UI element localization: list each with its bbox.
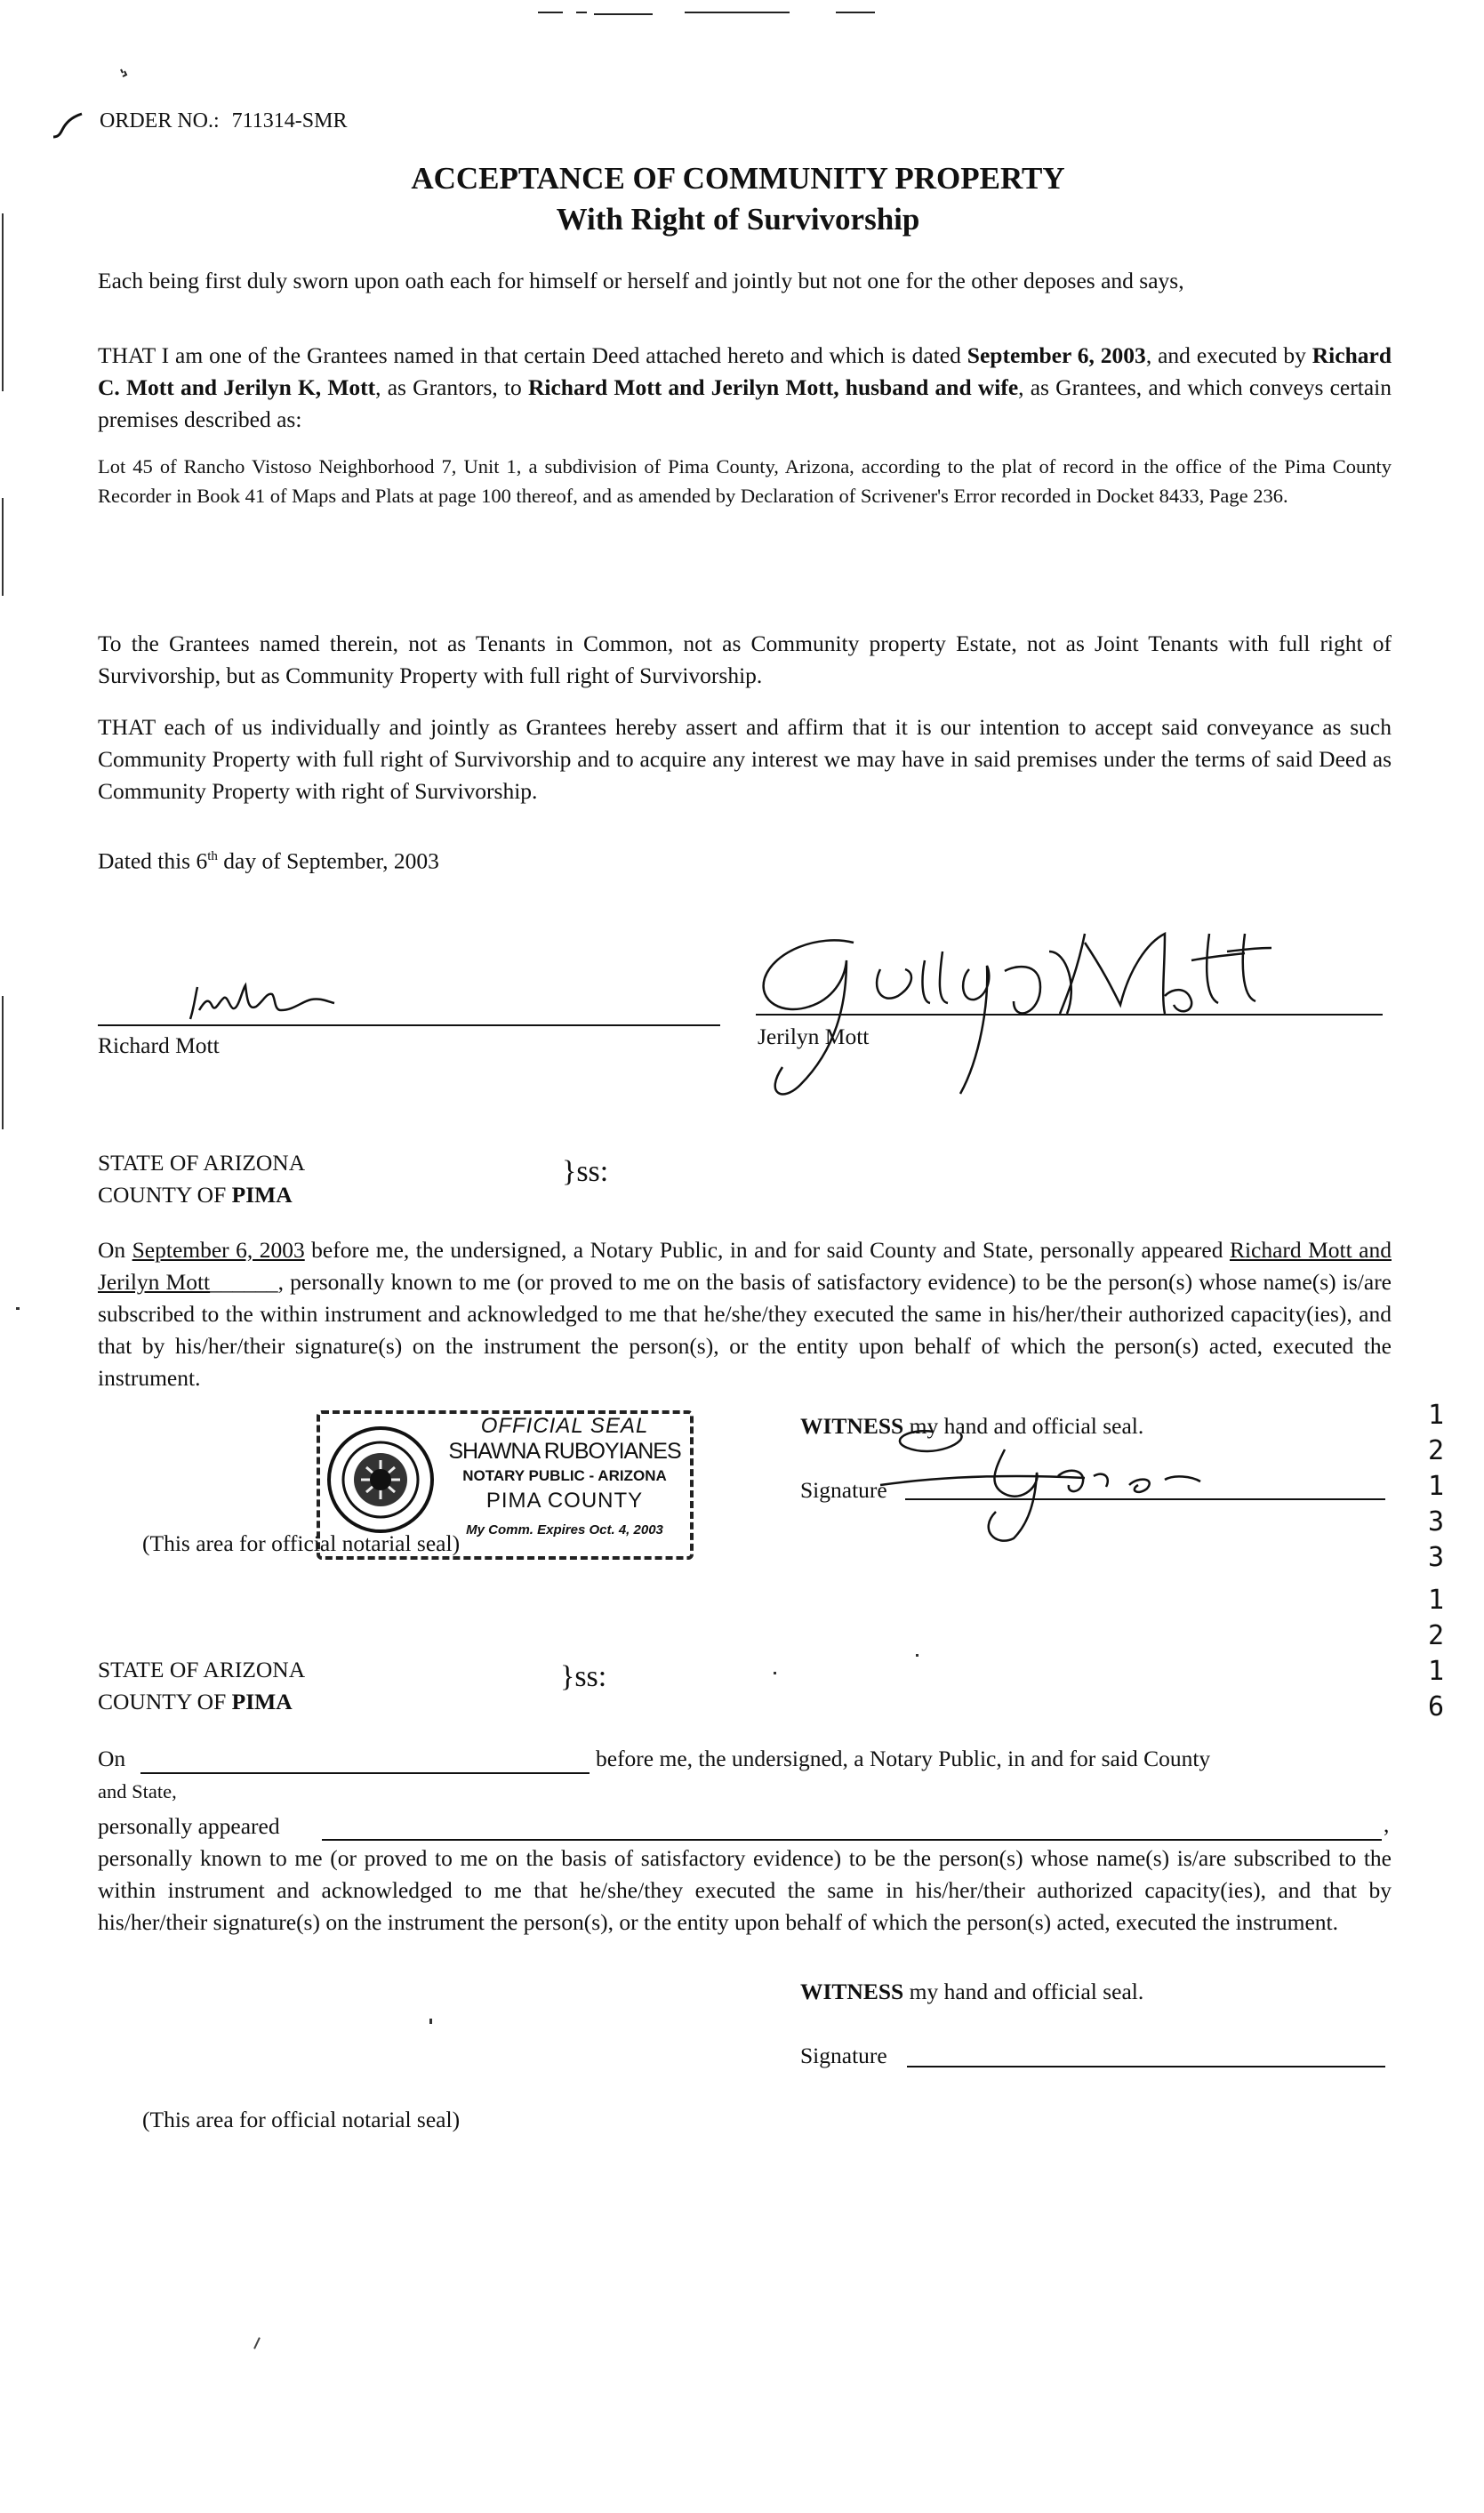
notary2-text-a: before me, the undersigned, a Notary Public, in and for said County (596, 1746, 1211, 1771)
seal-expiry: My Comm. Expires Oct. 4, 2003 (466, 1522, 663, 1538)
notary2-seal-area: (This area for official notarial seal) (142, 2107, 461, 2132)
notary1-acknowledgment: On September 6, 2003 before me, the undersigned, a Notary Public, in and for said County and State, personally appeared Richard Mott and Jerilyn Mott______, personally known to me (or proved to me on the basis of satisfactory evidence) to be the person(s) whose name(s) is/are subscribed to the within instrument and acknowledged to me that he/she/they executed the same in his/her/their authorized capacity(ies), and that by his/her/their signature(s) on the instrument the person(s), or the entity upon behalf of which the person(s) acted, executed the instrument. (98, 1237, 1392, 1391)
notary1-state: STATE OF ARIZONA (98, 1150, 306, 1176)
margin-speck (16, 1307, 20, 1310)
legal-description: Lot 45 of Rancho Vistoso Neighborhood 7, Unit 1, a subdivision of Pima County, Arizona, according to the plat of record in the office of the Pima County Recorder in Book 41 of Maps and Plats at page 100 thereof, and as amended by Declaration of Scrivener's Error recorded in Docket 8433, Page 236. (98, 455, 1392, 507)
order-number (100, 105, 347, 137)
margin-line (2, 996, 4, 1129)
notary1-witness: WITNESS my hand and official seal. (800, 1413, 1144, 1439)
corner-mark-icon (112, 68, 139, 89)
order-value: 711314-SMR (231, 109, 348, 132)
seal-county: PIMA COUNTY (485, 1489, 644, 1513)
signature-richard-icon (178, 975, 347, 1028)
title-main: ACCEPTANCE OF COMMUNITY PROPERTY (411, 161, 1065, 196)
signer2-name: Jerilyn Mott (758, 1024, 870, 1049)
seal-notary-name: SHAWNA RUBOYIANES (448, 1439, 681, 1464)
deed-date: September 6, 2003 (967, 342, 1146, 368)
notary2-date-line (140, 1772, 590, 1774)
para-grantees: THAT I am one of the Grantees named in that certain Deed attached hereto and which is dated September 6, 2003, and executed by Richard C. Mott and Jerilyn K, Mott, as Grantors, to Richard Mott and Jerilyn Mott, husband and wife, as Grantees, and which conveys certain premises described as: (98, 342, 1392, 432)
notary2-signature-line (907, 2066, 1385, 2067)
notary1-appeared: Richard Mott and Jerilyn Mott (98, 1237, 1392, 1295)
para-affirm: THAT each of us individually and jointly as Grantees hereby assert and affirm that it is our intention to accept said conveyance as such Community Property with full right of Survivorship and to acquire any interest we may have in said premises under the terms of said Deed as Community Property with right of Survivorship. (98, 714, 1392, 804)
grantors: Richard C. Mott and Jerilyn K, Mott (98, 342, 1392, 400)
para-tenancy: To the Grantees named therein, not as Tenants in Common, not as Community property Estate, not as Joint Tenants with full right of Survivorship, but as Community Property with full right of Survivorship. (98, 630, 1392, 688)
notary2-on: On (98, 1746, 126, 1771)
scan-mark (594, 13, 653, 15)
notary2-state: STATE OF ARIZONA (98, 1657, 306, 1682)
scan-mark (576, 12, 587, 13)
notary2-appeared-line (322, 1839, 1382, 1841)
stray-dot (774, 1672, 776, 1674)
margin-line (2, 498, 4, 596)
dated-line: Dated this 6th day of September, 2003 (98, 847, 439, 874)
order-label: ORDER NO.: (100, 109, 220, 132)
notary2-venue (98, 1654, 305, 1718)
notary2-acknowledgment: personally known to me (or proved to me on the basis of satisfactory evidence) to be the person(s) whose name(s) is/are subscribed to the within instrument and acknowledged to me that he/she/they executed the same in his/her/their authorized capacity(ies), and that by his/her/their signature(s) on the instrument the person(s), or the entity upon behalf of which the person(s) acted, executed the instrument. (98, 1845, 1392, 1935)
margin-number-group-2: 1 2 1 6 (1428, 1585, 1445, 1722)
notary2-witness: WITNESS my hand and official seal. (800, 1979, 1144, 2004)
notary1-ss: }ss: (562, 1155, 609, 1188)
stray-dot (429, 2019, 432, 2024)
seal-notary-public: NOTARY PUBLIC - ARIZONA (462, 1467, 667, 1484)
notary2-ss: }ss: (560, 1660, 607, 1693)
notary1-date: September 6, 2003 (132, 1237, 305, 1263)
signature-jerilyn-icon (747, 916, 1280, 1112)
notary2-signature-label: Signature (800, 2043, 887, 2068)
notary2-comma: , (1384, 1811, 1390, 1837)
stray-mark (253, 2337, 261, 2349)
notary1-signature-label: Signature (800, 1477, 887, 1503)
signer1-name: Richard Mott (98, 1032, 220, 1058)
margin-number-group-1: 1 2 1 3 3 (1428, 1400, 1445, 1573)
scan-mark (685, 12, 790, 13)
scan-mark (538, 12, 563, 13)
notary1-county: COUNTY OF PIMA (98, 1182, 293, 1208)
notary1-seal-area: (This area for official notarial seal) (142, 1530, 461, 1556)
para-oath: Each being first duly sworn upon oath each for himself or herself and jointly but not one for the other deposes and says, (98, 268, 1184, 293)
notary-signature-icon (871, 1423, 1245, 1547)
state-seal-icon (325, 1425, 436, 1535)
seal-title: OFFICIAL SEAL (480, 1414, 649, 1438)
notary2-text-b: and State, (98, 1780, 177, 1802)
margin-line (2, 213, 4, 391)
grantees: Richard Mott and Jerilyn Mott, husband and wife (527, 374, 1019, 400)
title-sub: With Right of Survivorship (556, 202, 920, 237)
page-title (293, 158, 1183, 240)
scan-mark (836, 12, 875, 13)
notary2-county: COUNTY OF PIMA (98, 1689, 293, 1714)
stray-dot (916, 1654, 918, 1657)
check-mark-icon (50, 110, 94, 142)
notary2-appeared-label: personally appeared (98, 1813, 280, 1839)
notary1-venue (98, 1147, 305, 1211)
